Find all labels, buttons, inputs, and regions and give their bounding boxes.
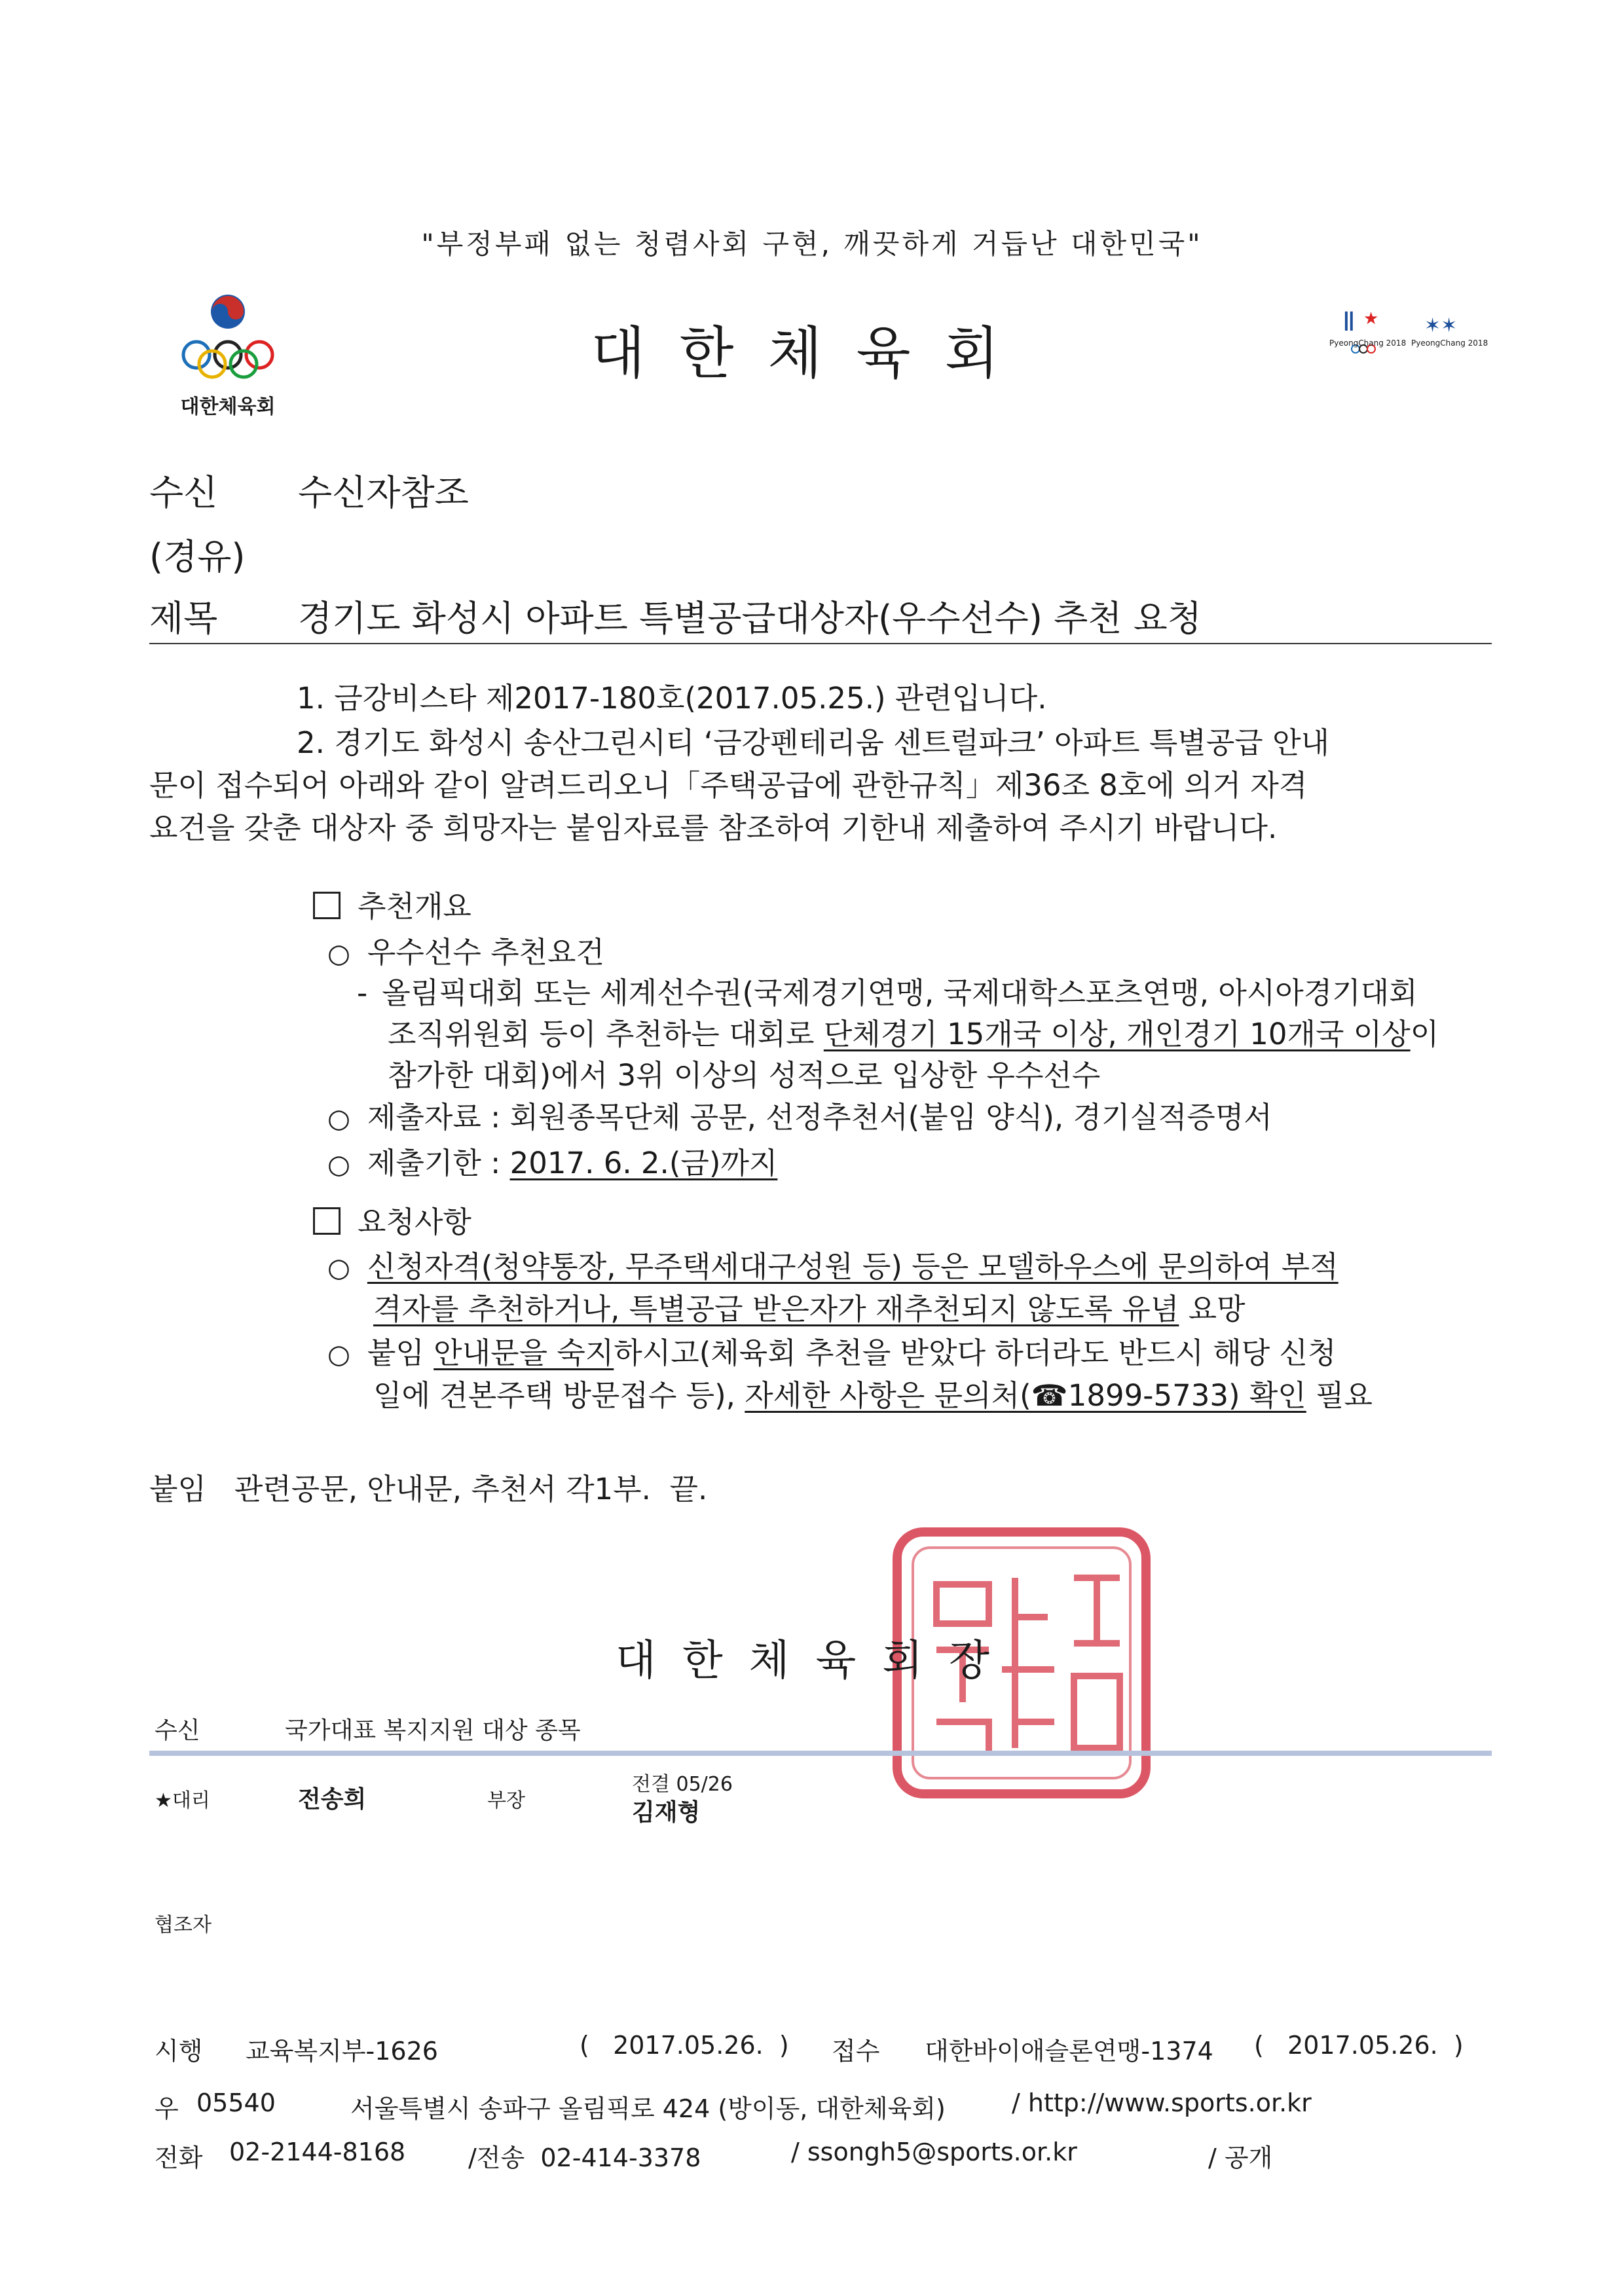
recipient-value: 수신자참조 xyxy=(298,472,469,513)
section-1-item-3: ○ 제출기한 : 2017. 6. 2.(금)까지 xyxy=(327,1146,778,1180)
approver-role: 부장 xyxy=(487,1789,525,1812)
dist-recipient-value: 국가대표 복지지원 대상 종목 xyxy=(285,1717,581,1744)
section-1-item-1 xyxy=(327,928,604,971)
dash-bullet: - xyxy=(357,975,368,1010)
section-1-item-1-text: 우수선수 추천요건 xyxy=(367,935,604,970)
section-2-item-1-line-1: ○ 신청자격(청약통장, 무주택세대구성원 등) 등은 모델하우스에 문의하여 부적 xyxy=(327,1249,1338,1284)
paragraph-2-line-1: 2. 경기도 화성시 송산그린시티 ‘금강펜테리움 센트럴파크’ 아파트 특별공급 안내 xyxy=(297,725,1330,760)
section-2-heading xyxy=(313,1198,471,1241)
signatory-title: 대한체육회장 xyxy=(616,1637,1016,1685)
circle-bullet-icon: ○ xyxy=(327,1150,350,1180)
logo-label: 대한체육회 xyxy=(180,395,276,418)
logo-caption-1: PyeongChang 2018 xyxy=(1329,338,1407,348)
section-1-item-2: ○ 제출자료 : 회원종목단체 공문, 선정추천서(붙임 양식), 경기실적증명서 xyxy=(327,1100,1272,1135)
subject-label: 제목 xyxy=(149,598,218,639)
section-1-title: 추천개요 xyxy=(358,889,471,924)
attachment-note: 붙임 관련공문, 안내문, 추천서 각1부. 끝. xyxy=(149,1472,708,1506)
recipient-label: 수신 xyxy=(149,472,218,513)
receive-date: ( 2017.05.26. ) xyxy=(1254,2031,1464,2060)
checkbox-square-icon xyxy=(313,1207,341,1235)
subject-value: 경기도 화성시 아파트 특별공급대상자(우수선수) 추천 요청 xyxy=(298,598,1202,639)
website-link[interactable]: / http://www.sports.or.kr xyxy=(1012,2088,1312,2117)
section-1-item-1-detail-line-1: - 올림픽대회 또는 세계선수권(국제경기연맹, 국제대학스포츠연맹, 아시아경기대회 xyxy=(357,975,1418,1010)
section-2-title: 요청사항 xyxy=(358,1205,471,1239)
enforce-label: 시행 xyxy=(155,2037,203,2066)
phone-number: 02-2144-8168 xyxy=(229,2138,406,2166)
svg-text:✶✶: ✶✶ xyxy=(1424,314,1458,337)
postal-code: 05540 xyxy=(196,2088,276,2117)
approver-note: 전결 05/26 xyxy=(632,1773,733,1796)
approver-name: 김재형 xyxy=(632,1799,701,1826)
section-1-item-1-detail-line-3: 참가한 대회)에서 3위 이상의 성적으로 입상한 우수선수 xyxy=(388,1058,1101,1093)
pyeongchang-logos xyxy=(1329,304,1486,376)
dist-recipient-label: 수신 xyxy=(155,1717,200,1744)
pyeongchang-emblem-icon xyxy=(1329,304,1486,357)
section-2-item-2-line-1: ○ 붙임 안내문을 숙지하시고(체육회 추천을 받았다 하더라도 반드시 해당 신청 xyxy=(327,1336,1337,1370)
via-label: (경유) xyxy=(149,536,246,577)
paragraph-2-line-2: 문이 접수되어 아래와 같이 알려드리오니「주택공급에 관한규칙」제36조 8호에 의거 자격 xyxy=(149,768,1308,803)
enforce-value: 교육복지부-1626 xyxy=(246,2037,438,2066)
postal-label: 우 xyxy=(155,2094,179,2123)
section-2-item-1-line-2: 격자를 추천하거나, 특별공급 받은자가 재추천되지 않도록 유념 요망 xyxy=(373,1292,1246,1326)
svg-text:★: ★ xyxy=(1363,309,1379,329)
circle-bullet-icon: ○ xyxy=(327,1253,350,1283)
section-1-item-1-detail-line-2: 조직위원회 등이 추천하는 대회로 단체경기 15개국 이상, 개인경기 10개국 이상이 xyxy=(388,1017,1439,1051)
disclosure-status: / 공개 xyxy=(1208,2143,1273,2172)
section-2-item-2-line-2: 일에 견본주택 방문접수 등), 자세한 사항은 문의처(☎1899-5733) 확인 필요 xyxy=(373,1378,1373,1413)
cooperator-label: 협조자 xyxy=(155,1914,212,1937)
svg-text:Ⅱ: Ⅱ xyxy=(1342,307,1356,337)
receive-label: 접수 xyxy=(832,2037,880,2066)
logo-caption-2: PyeongChang 2018 xyxy=(1411,338,1488,348)
section-1-heading xyxy=(313,883,471,925)
receive-value: 대한바이애슬론연맹-1374 xyxy=(925,2037,1213,2066)
circle-bullet-icon: ○ xyxy=(327,1104,350,1134)
circle-bullet-icon: ○ xyxy=(327,1339,350,1370)
paragraph-2-line-3: 요건을 갖춘 대상자 중 희망자는 붙임자료를 참조하여 기한내 제출하여 주시기 바랍니다. xyxy=(149,811,1278,845)
slogan: "부정부패 없는 청렴사회 구현, 깨끗하게 거듭난 대한민국" xyxy=(421,228,1203,260)
subject-divider xyxy=(149,643,1492,644)
drafter-role: ★대리 xyxy=(155,1789,210,1812)
fax-number: /전송 02-414-3378 xyxy=(468,2143,701,2172)
phone-label: 전화 xyxy=(155,2143,203,2172)
drafter-name: 전송희 xyxy=(298,1786,367,1813)
paragraph-1: 1. 금강비스타 제2017-180호(2017.05.25.) 관련입니다. xyxy=(297,681,1047,716)
circle-bullet-icon: ○ xyxy=(327,939,350,969)
address: 서울특별시 송파구 올림픽로 424 (방이동, 대한체육회) xyxy=(350,2094,946,2123)
email-link[interactable]: / ssongh5@sports.or.kr xyxy=(791,2138,1077,2166)
enforce-date: ( 2017.05.26. ) xyxy=(580,2031,789,2060)
document-org-title: 대한체육회 xyxy=(591,321,1033,386)
approval-divider xyxy=(149,1751,1492,1756)
checkbox-square-icon xyxy=(313,892,341,919)
